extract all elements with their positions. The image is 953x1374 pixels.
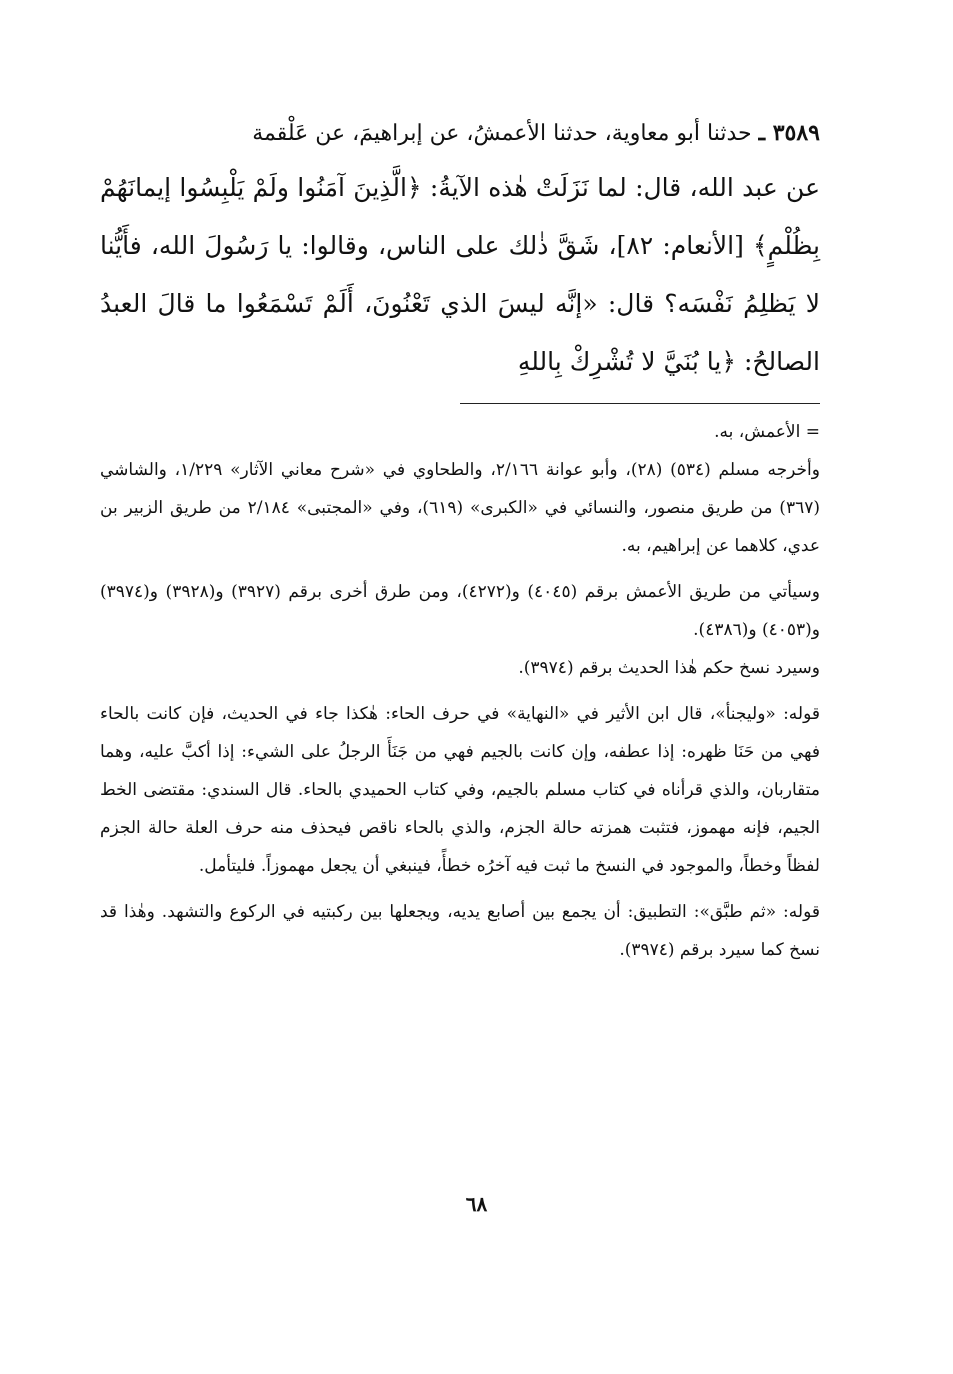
hadith-first-line [100,108,820,159]
page-number: ٦٨ [465,1192,488,1216]
hadith-matn: عن عبد الله، قال: لما نَزَلَتْ هٰذه الآيةُ: ﴿الَّذِينَ آمَنُوا ولَمْ يَلْبِسُوا إيمانَهُمْ بِظُلْمٍ﴾ [الأنعام: ٨٢]، شَقَّ ذٰلك على الناس، وقالوا: يا رَسُولَ الله، فأَيُّنا لا يَظلِمُ نَفْسَه؟ قال: «إنَّه ليسَ الذي تَعْنُونَ، أَلَمْ تَسْمَعُوا ما قالَ العبدُ الصالحُ: ﴿يا بُنَيَّ لا تُشْرِكْ بِاللهِ [100,173,821,376]
footnote-cross-references: وسيأتي من طريق الأعمش برقم (٤٠٤٥) و(٤٢٧٢)، ومن طرق أخرى برقم (٣٩٢٧) و(٣٩٢٨) و(٣٩٧٤) و(٤٠٥٣) و(٤٣٨٦). [100,582,820,640]
footnote-walyajna: قوله: «وليجنأ»، قال ابن الأثير في «النهاية» في حرف الحاء: هٰكذا جاء في الحديث، فإن كانت بالحاء فهي من حَنَا ظهره: إذا عطفه، وإن كانت بالجيم فهي من جَنَأَ الرجلُ على الشيء: إذا أكبَّ عليه، وهما متقاربان، والذي قرأناه في كتاب مسلم بالجيم، وفي كتاب الحميدي بالحاء. قال السندي: مقتضى الخط الجيم، فإنه مهموز، فتثبت همزته حالة الجزم، والذي بالحاء ناقص فيحذف منه حرف العلة حالة الجزم لفظاً وخطاً، والموجود في النسخ ما ثبت فيه آخرُه خطأً، فينبغي أن يجعل مهموزاً. فليتأمل. [100,704,820,876]
hadith-number: ٣٥٨٩ ـ [758,120,820,146]
footnote-tabbaqa: قوله: «ثم طبَّق»: التطبيق: أن يجمع بين أصابع يديه، ويجعلها بين ركبتيه في الركوع والتشهد. وهٰذا قد نسخ كما سيرد برقم (٣٩٧٤). [100,902,820,960]
footnotes [100,413,820,969]
footnote-takhrij: وأخرجه مسلم (٥٣٤) (٢٨)، وأبو عوانة ٢/١٦٦، والطحاوي في «شرح معاني الآثار» ١/٢٢٩، والشاشي (٣٦٧) من طريق منصور، والنسائي في «الكبرى» (٦١٩)، وفي «المجتبى» ٢/١٨٤ من طريق الزبير بن عدي، كلاهما عن إبراهيم، به. [100,460,820,556]
footnote-separator [100,391,820,413]
hadith-isnad: حدثنا أبو معاوية، حدثنا الأعمشُ، عن إبراهيمَ، عن عَلْقمة [252,121,752,146]
footnote-abrogation: وسيرد نسخ حكم هٰذا الحديث برقم (٣٩٧٤). [518,658,820,678]
separator-line [460,403,820,404]
page-content [100,108,820,977]
hadith-block [100,108,820,391]
footnote-continuation: = الأعمش، به. [714,422,820,442]
